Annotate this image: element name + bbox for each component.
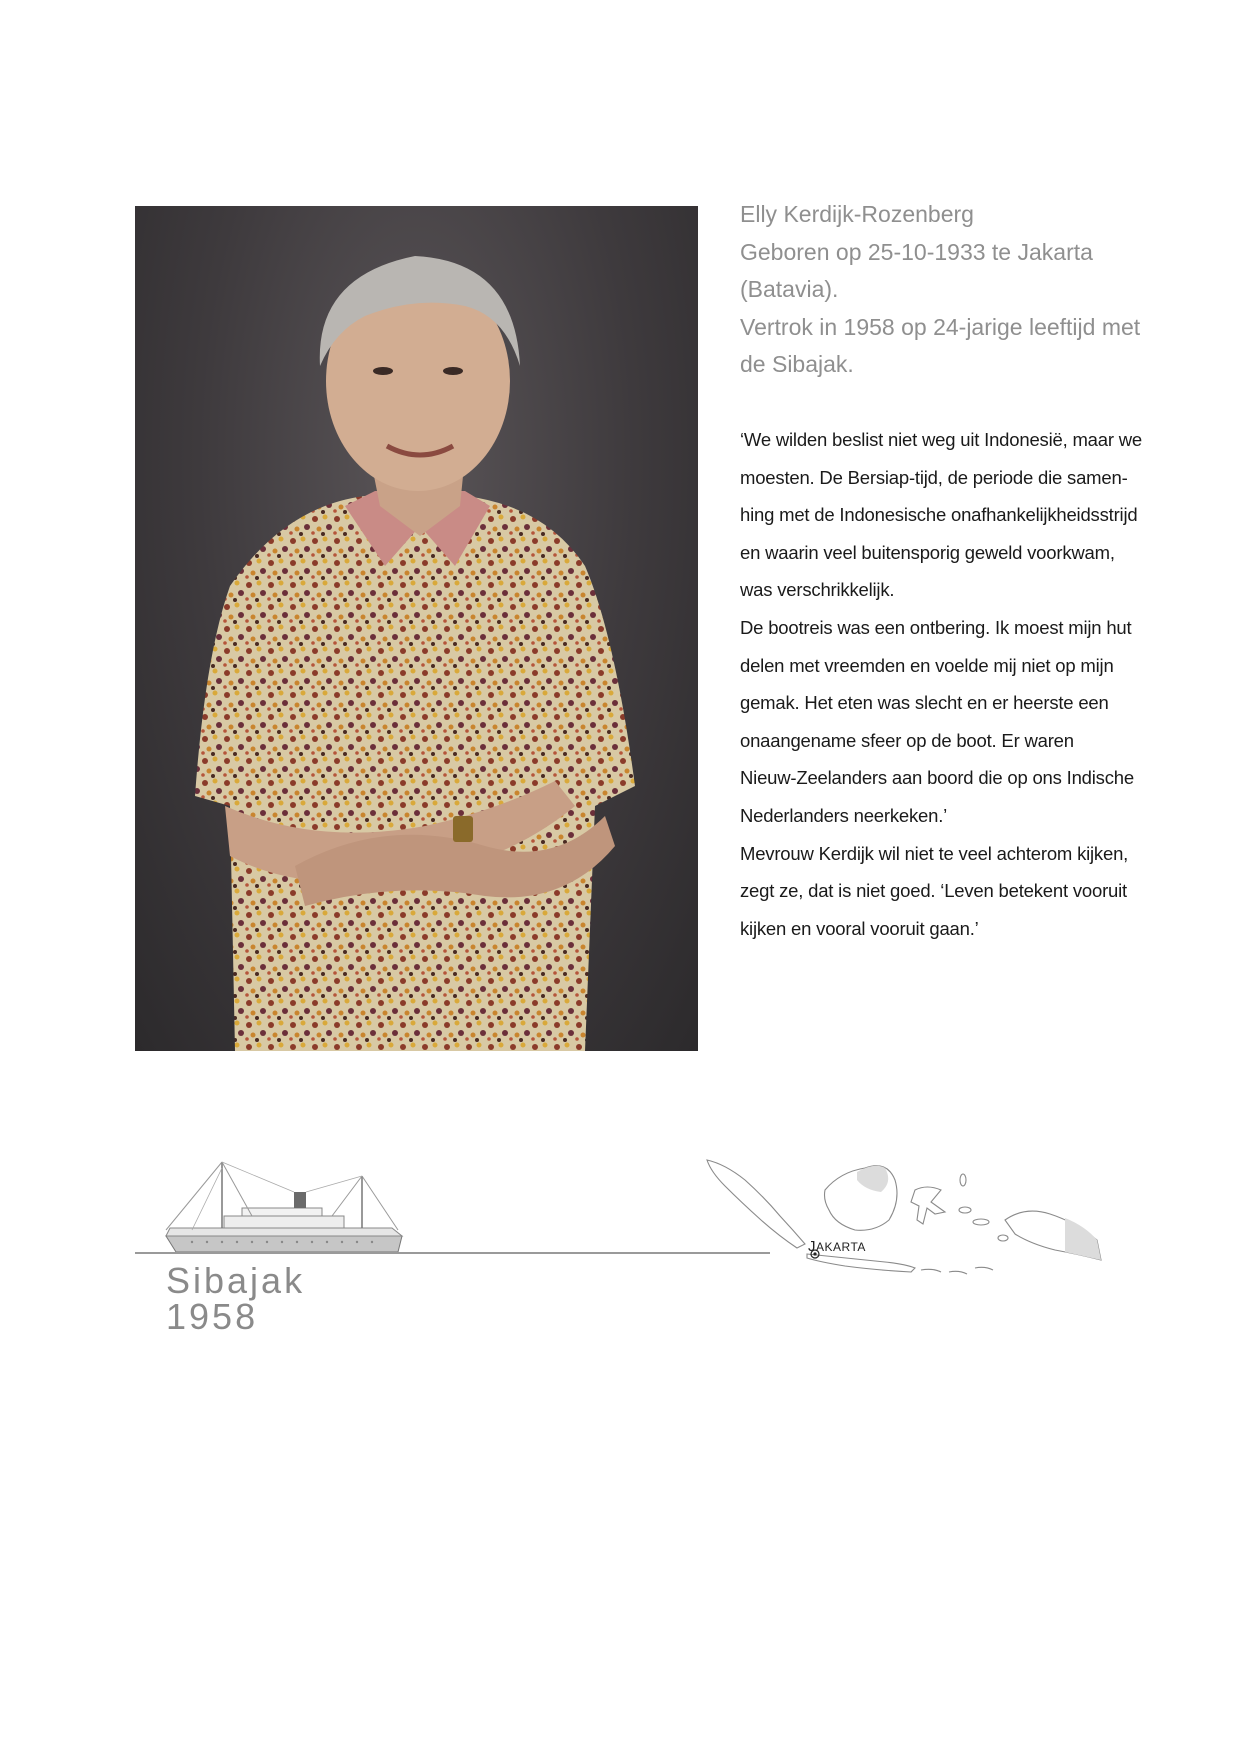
indonesia-map: [705, 1150, 1120, 1300]
story-line: Nieuw-Zeelanders aan boord die op ons Indische: [740, 767, 1134, 789]
ship-caption: [166, 1260, 306, 1337]
story-line: en waarin veel buitensporig geweld voorkwam,: [740, 541, 1115, 563]
story-line: onaangename sfeer op de boot. Er waren: [740, 729, 1074, 751]
story-line: De bootreis was een ontbering. Ik moest mijn hut: [740, 616, 1132, 638]
departed-line-2: de Sibajak.: [740, 351, 854, 377]
story-text: [740, 421, 1160, 947]
jakarta-label-rest: AKARTA: [816, 1240, 866, 1254]
born-line-1: Geboren op 25-10-1933 te Jakarta: [740, 238, 1093, 265]
story-line: was verschrikkelijk.: [740, 579, 895, 601]
person-name: Elly Kerdijk-Rozenberg: [740, 201, 974, 227]
story-line: moesten. De Bersiap-tijd, de periode die samen-: [740, 466, 1128, 488]
horizon-rule: [135, 1252, 770, 1254]
jakarta-label-initial: J: [808, 1238, 816, 1255]
story-line: Mevrouw Kerdijk wil niet te veel achterom kijken,: [740, 842, 1129, 864]
story-line: Nederlanders neerkeken.’: [740, 804, 948, 826]
intro-block: [740, 196, 1160, 384]
ship-year: 1958: [166, 1296, 259, 1337]
story-line: hing met de Indonesische onafhankelijkheidsstrijd: [740, 504, 1138, 526]
ship-drawing: [162, 1158, 412, 1254]
portrait-illustration: [135, 206, 698, 1051]
departed-line-1: Vertrok in 1958 op 24-jarige leeftijd met: [740, 313, 1141, 340]
ship-name: Sibajak: [166, 1260, 306, 1301]
story-line: gemak. Het eten was slecht en er heerste een: [740, 692, 1109, 714]
story-line: ‘We wilden beslist niet weg uit Indonesië, maar we: [740, 429, 1143, 450]
story-line: delen met vreemden en voelde mij niet op mijn: [740, 654, 1114, 676]
portrait-photo: [135, 206, 698, 1051]
story-line: kijken en vooral vooruit gaan.’: [740, 917, 979, 939]
jakarta-label: [808, 1238, 866, 1255]
story-line: zegt ze, dat is niet goed. ‘Leven betekent vooruit: [740, 880, 1127, 902]
born-line-2: (Batavia).: [740, 276, 839, 302]
